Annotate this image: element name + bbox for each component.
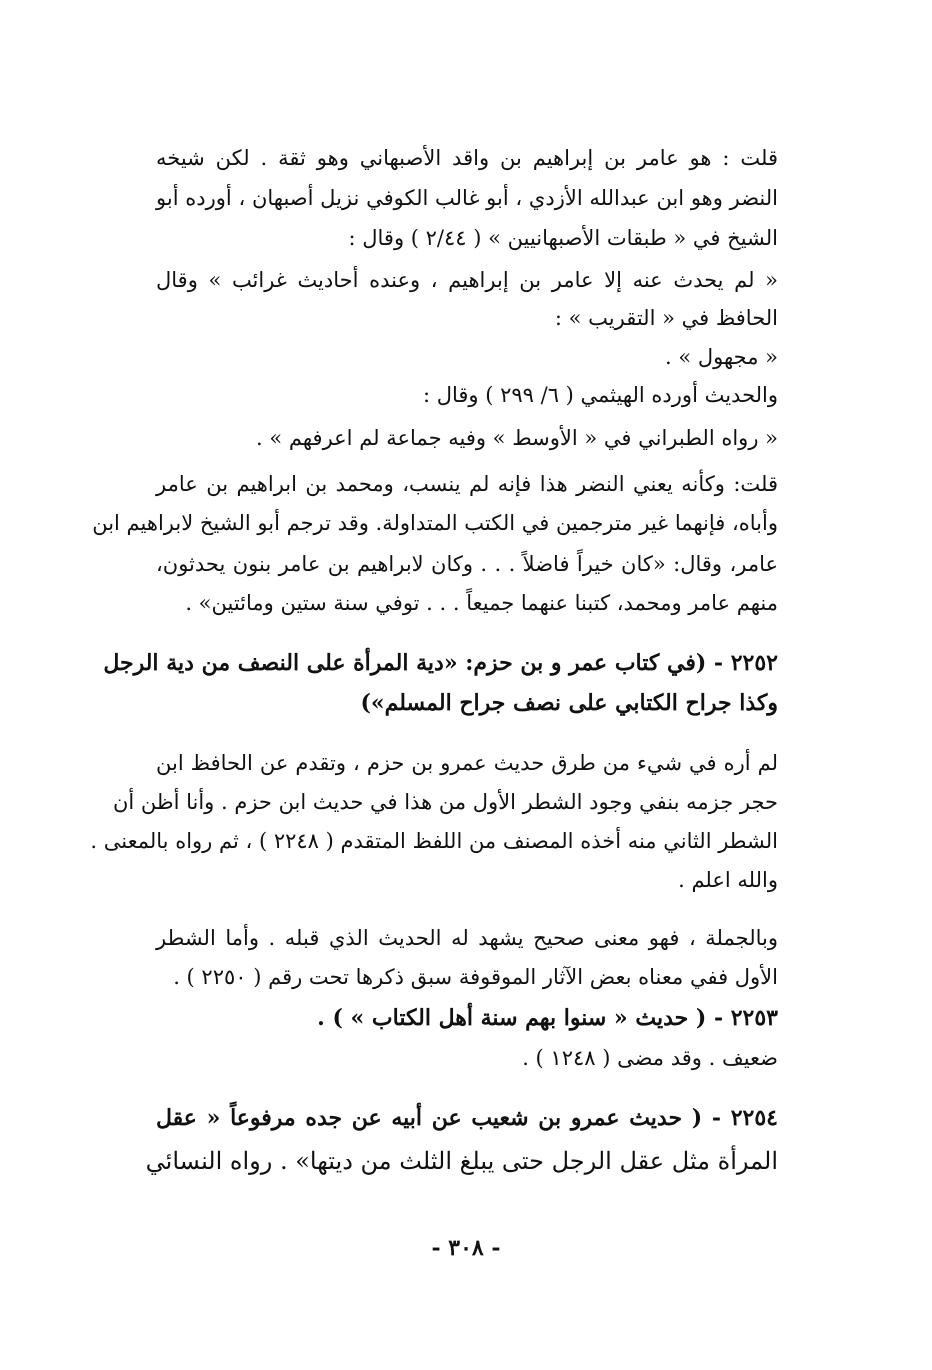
page-number: - ٣٠٨ - xyxy=(431,1235,501,1261)
text-line: حجر جزمه بنفي وجود الشطر الأول من هذا في حديث ابن حزم . وأنا أظن أن xyxy=(112,790,778,814)
text-line: قلت : هو عامر بن إبراهيم بن واقد الأصبهاني وهو ثقة . لكن شيخه xyxy=(156,146,778,170)
hadith-heading: ٢٢٥٣ - ( حديث « سنوا بهم سنة أهل الكتاب » ) . xyxy=(317,1005,778,1031)
text-line: والحديث أورده الهيثمي ( ٦/ ٢٩٩ ) وقال : xyxy=(422,383,778,407)
text-line: الشطر الثاني منه أخذه المصنف من اللفظ المتقدم ( ٢٢٤٨ ) ، ثم رواه بالمعنى . xyxy=(90,829,778,853)
quote-line: « لم يحدث عنه إلا عامر بن إبراهيم ، وعنده أحاديث غرائب » وقال xyxy=(156,268,778,292)
text-line: ضعيف . وقد مضى ( ١٢٤٨ ) . xyxy=(522,1046,778,1070)
text-line: عامر، وقال: «كان خيراً فاضلاً . . . وكان لابراهيم بن عامر بنون يحدثون، xyxy=(156,552,778,576)
text-line: الأول ففي معناه بعض الآثار الموقوفة سبق ذكرها تحت رقم ( ٢٢٥٠ ) . xyxy=(173,965,778,989)
text-line: الشيخ في « طبقات الأصبهانيين » ( ٢/٤٤ ) وقال : xyxy=(348,226,778,250)
quote-line: « مجهول » . xyxy=(665,345,778,369)
hadith-heading: ٢٢٥٤ - ( حديث عمرو بن شعيب عن أبيه عن جده مرفوعاً « عقل xyxy=(156,1105,778,1131)
hadith-heading: وكذا جراح الكتابي على نصف جراح المسلم») xyxy=(360,690,778,716)
text-line: والله اعلم . xyxy=(678,868,778,892)
text-line: لم أره في شيء من طرق حديث عمرو بن حزم ، وتقدم عن الحافظ ابن xyxy=(156,751,778,775)
hadith-heading: ٢٢٥٢ - (في كتاب عمر و بن حزم: «دية المرأة على النصف من دية الرجل xyxy=(103,650,778,676)
text-line: قلت: وكأنه يعني النضر هذا فإنه لم ينسب، ومحمد بن ابراهيم بن عامر xyxy=(156,472,778,496)
quote-line: « رواه الطبراني في « الأوسط » وفيه جماعة لم اعرفهم » . xyxy=(256,426,778,450)
text-line: وبالجملة ، فهو معنى صحيح يشهد له الحديث الذي قبله . وأما الشطر xyxy=(156,926,778,950)
text-line: المرأة مثل عقل الرجل حتى يبلغ الثلث من ديتها» . رواه النسائي xyxy=(145,1147,778,1175)
text-line: منهم عامر ومحمد، كتبنا عنهما جميعاً . . . توفي سنة ستين ومائتين» . xyxy=(185,591,778,615)
text-line: النضر وهو ابن عبدالله الأزدي ، أبو غالب الكوفي نزيل أصبهان ، أورده أبو xyxy=(156,186,778,210)
text-line: الحافظ في « التقريب » : xyxy=(554,306,778,330)
text-line: وأباه، فإنهما غير مترجمين في الكتب المتداولة. وقد ترجم أبو الشيخ لابراهيم ابن xyxy=(92,511,778,535)
